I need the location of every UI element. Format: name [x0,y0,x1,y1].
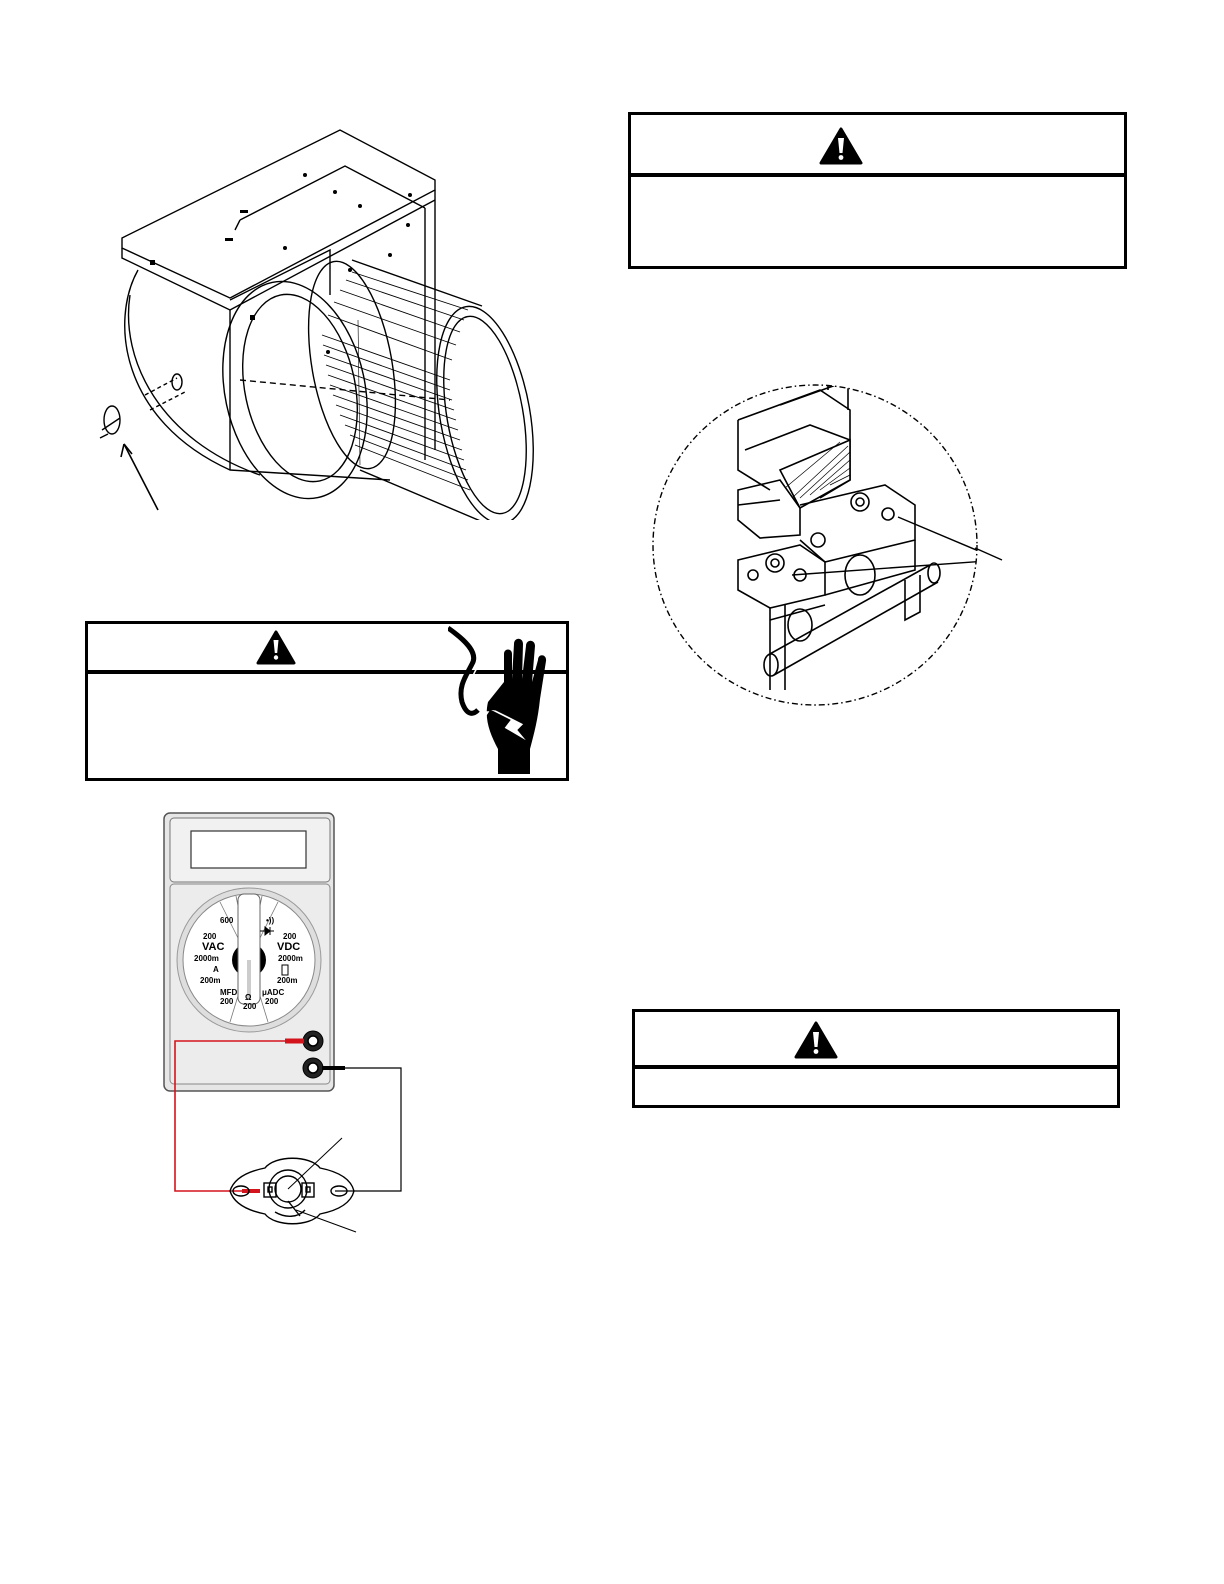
warning-triangle-icon [256,630,296,665]
warning-triangle-icon [794,1021,838,1059]
dial-label-mfd: MFD [220,988,238,997]
warning-box-2 [85,621,569,781]
dial-label-600: 600 [220,916,234,925]
blower-assembly-figure [90,120,560,520]
dial-label-200m-right: 200m [277,976,298,985]
warning-box-1 [628,112,1127,269]
warning-header [631,115,1124,177]
dial-label-2000m-right: 2000m [278,954,303,963]
multimeter-figure [160,810,410,1250]
dial-label-2000m-left: 2000m [194,954,219,963]
limit-control-closeup-drawing [650,380,1020,715]
dial-label-ohm: Ω [245,993,252,1002]
dial-label-vac: VAC [202,941,225,953]
dial-label-amps: A [213,965,219,974]
svg-text:•)): •)) [266,916,275,925]
dial-label-ohm-200: 200 [243,1002,257,1011]
limit-control-figure [650,380,1020,715]
dial-label-200-left: 200 [203,932,217,941]
dial-label-uadc-200: 200 [265,997,279,1006]
thermal-limit-switch-drawing [230,1138,356,1232]
dial-label-mfd-200: 200 [220,997,234,1006]
dial-label-200-right: 200 [283,932,297,941]
electric-shock-hand-icon [448,624,566,778]
dial-label-uadc: μADC [262,988,285,997]
blower-assembly-drawing [90,120,560,520]
warning-header [635,1012,1117,1069]
warning-triangle-icon [819,127,863,165]
warning-box-3 [632,1009,1120,1108]
dial-label-200m-left: 200m [200,976,221,985]
multimeter-drawing [160,810,410,1250]
dial-label-vdc: VDC [277,941,301,953]
multimeter-display [191,831,306,868]
